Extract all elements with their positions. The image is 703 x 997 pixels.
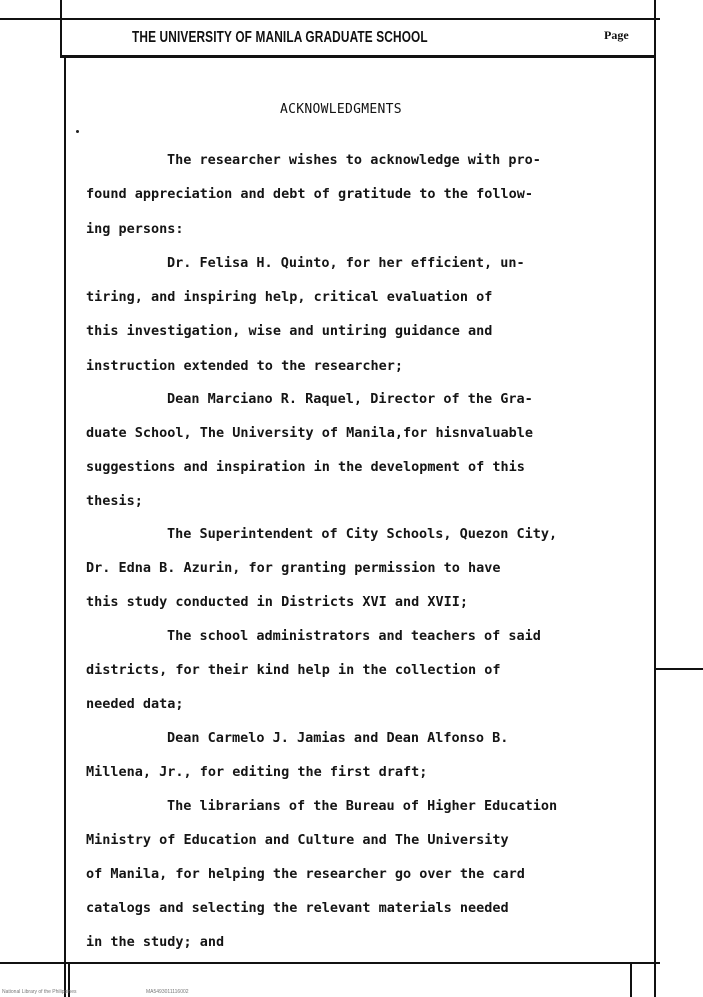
text-line: this investigation, wise and untiring guidance and <box>86 323 493 339</box>
text-line: The librarians of the Bureau of Higher Education <box>167 798 558 814</box>
text-line: Dean Marciano R. Raquel, Director of the Gra- <box>167 391 533 407</box>
right-margin-rule <box>654 0 656 997</box>
text-line: Dr. Felisa H. Quinto, for her efficient, un- <box>167 255 525 271</box>
text-line: of Manila, for helping the researcher go over the card <box>86 866 525 882</box>
text-line: ing persons: <box>86 221 184 237</box>
footer-source: National Library of the Philippines <box>2 989 77 995</box>
text-line: thesis; <box>86 493 143 509</box>
text-line: catalogs and selecting the relevant materials needed <box>86 900 509 916</box>
text-line: Ministry of Education and Culture and The University <box>86 832 509 848</box>
text-line: this study conducted in Districts XVI and XVII; <box>86 594 469 610</box>
right-edge-mark <box>656 668 703 670</box>
left-margin-rule-main <box>64 56 66 997</box>
page-title: ACKNOWLEDGMENTS <box>280 102 402 117</box>
text-line: instruction extended to the researcher; <box>86 358 403 374</box>
text-line: Dean Carmelo J. Jamias and Dean Alfonso B. <box>167 730 509 746</box>
text-line: Millena, Jr., for editing the first draft; <box>86 764 428 780</box>
text-line: Dr. Edna B. Azurin, for granting permission to have <box>86 560 501 576</box>
text-line: The school administrators and teachers of said <box>167 628 541 644</box>
bottom-rule <box>0 962 660 964</box>
footer-id: MA5493011116002 <box>146 989 189 995</box>
text-line: found appreciation and debt of gratitude to the follow- <box>86 186 534 202</box>
header-title: THE UNIVERSITY OF MANILA GRADUATE SCHOOL <box>132 29 428 46</box>
bottom-right-tick <box>630 962 632 997</box>
text-line: needed data; <box>86 696 184 712</box>
text-line: duate School, The University of Manila,for hisnvaluable <box>86 425 534 441</box>
text-line: in the study; and <box>86 934 225 950</box>
header-bottom-rule <box>60 55 656 58</box>
text-line: tiring, and inspiring help, critical evaluation of <box>86 289 493 305</box>
page-label: Page <box>604 28 629 42</box>
header-top-rule <box>0 18 660 20</box>
text-line: districts, for their kind help in the collection of <box>86 662 501 678</box>
text-line: The Superintendent of City Schools, Quezon City, <box>167 526 558 542</box>
left-margin-rule <box>60 0 62 58</box>
text-line: suggestions and inspiration in the development of this <box>86 459 525 475</box>
scan-speck <box>76 130 79 133</box>
text-line: The researcher wishes to acknowledge with pro- <box>167 152 541 168</box>
